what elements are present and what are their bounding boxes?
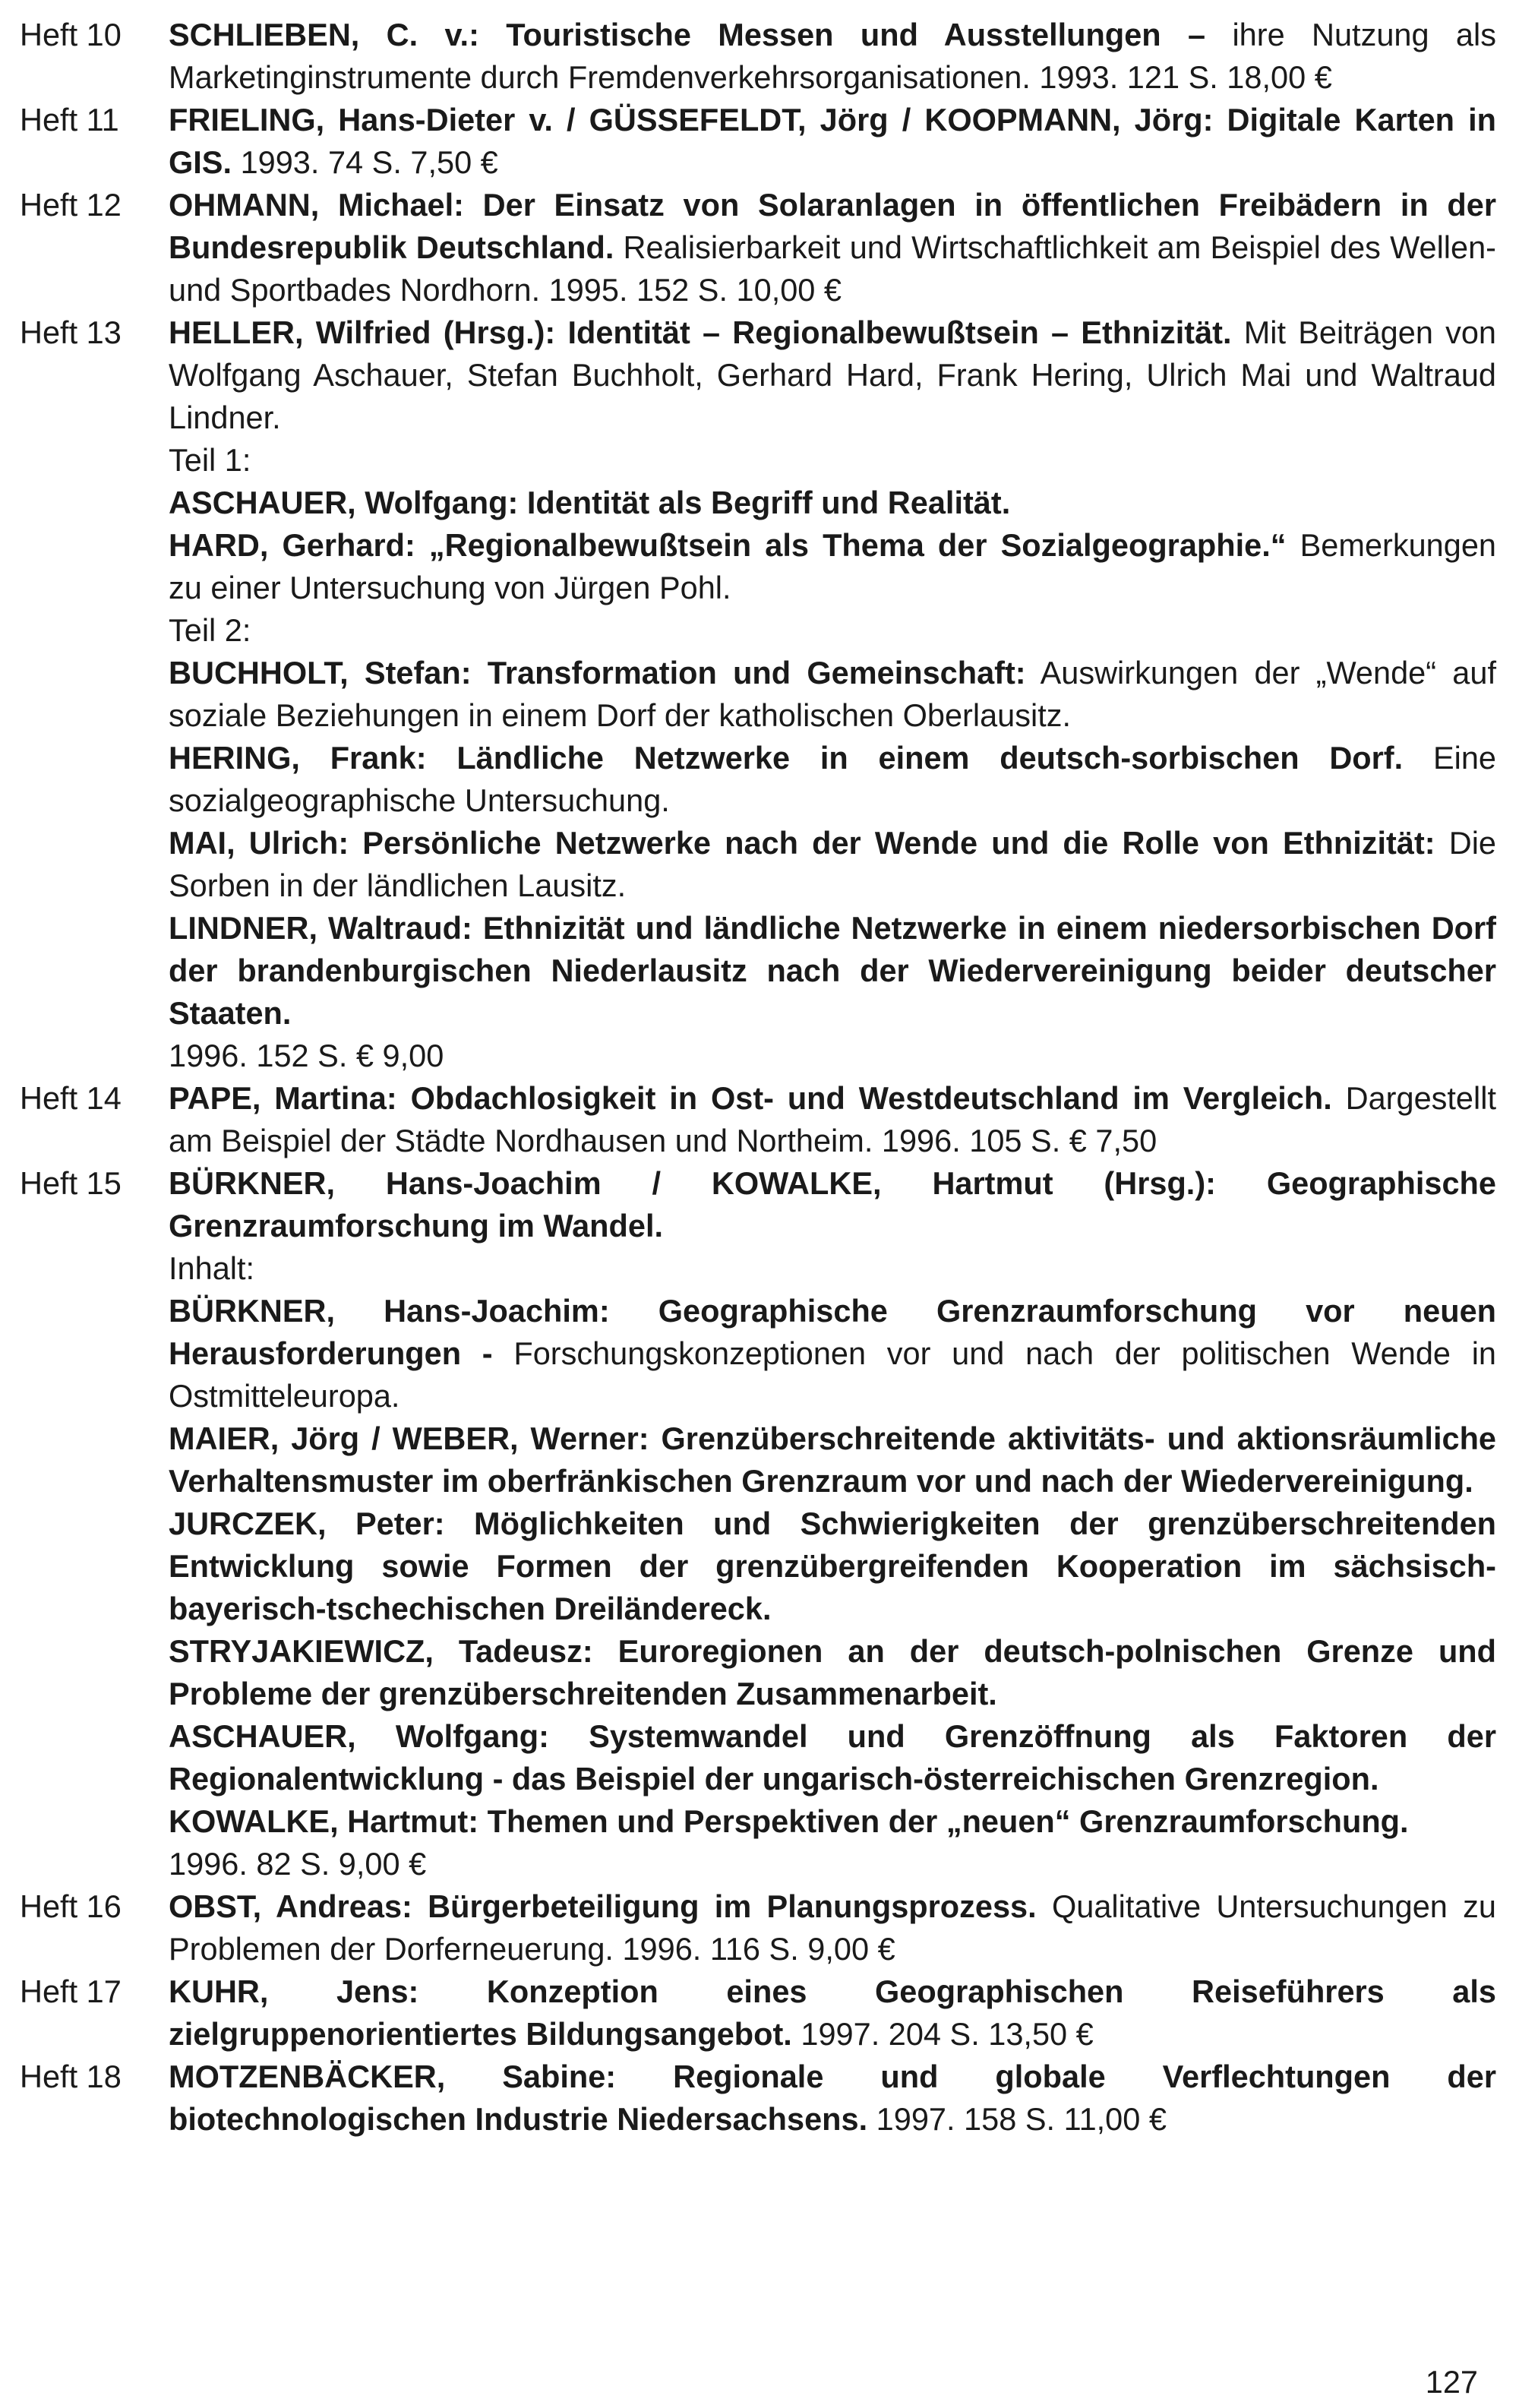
sub-entry: [169, 907, 1496, 1035]
entry-heft-18: [20, 2056, 1496, 2141]
entry-heft-13: [20, 311, 1496, 1077]
details: Dargestellt am Beispiel der Städte Nordhausen und Northeim. 1996. 105 S. € 7,50: [169, 1080, 1496, 1158]
heft-label: Heft 15: [20, 1165, 122, 1201]
title: OHMANN, Michael: Der Einsatz von Solaranlagen in öffentlichen Freibädern in der Bundesrepublik Deutschland.: [169, 187, 1496, 265]
sub-title: JURCZEK, Peter: Möglichkeiten und Schwierigkeiten der grenzüberschreitenden Entwicklung sowie Formen der grenzübergreifenden Kooperation im sächsisch-bayerisch-tschechischen Dreiländereck.: [169, 1506, 1496, 1626]
entry-body: [169, 184, 1496, 311]
heft-label: Heft 12: [20, 187, 122, 223]
title: KUHR, Jens: Konzeption eines Geographischen Reiseführers als zielgruppenorientiertes Bildungsangebot.: [169, 1973, 1496, 2052]
details: Mit Beiträgen von Wolfgang Aschauer, Stefan Buchholt, Gerhard Hard, Frank Hering, Ulrich Mai und Waltraud Lindner.: [169, 314, 1497, 435]
title: MOTZENBÄCKER, Sabine: Regionale und globale Verflechtungen der biotechnologischen Industrie Niedersachsens.: [169, 2059, 1496, 2137]
sub-entry: [169, 482, 1496, 524]
details: Qualitative Untersuchungen zu Problemen der Dorferneuerung. 1996. 116 S. 9,00 €: [169, 1888, 1496, 1967]
entry-heft-11: [20, 99, 1496, 184]
details: 1997. 158 S. 11,00 €: [876, 2101, 1167, 2137]
details: ihre Nutzung als Marketinginstrumente durch Fremdenverkehrsorganisationen. 1993. 121 S. 18,00 €: [169, 17, 1496, 95]
title: Touristische Messen und Ausstellungen –: [506, 17, 1206, 52]
sub-title: STRYJAKIEWICZ, Tadeusz: Euroregionen an der deutsch-polnischen Grenze und Probleme der grenzüberschreitenden Zusammenarbeit.: [169, 1633, 1496, 1711]
sub-details: Forschungskonzeptionen vor und nach der politischen Wende in Ostmitteleuropa.: [169, 1335, 1497, 1414]
sub-title: ASCHAUER, Wolfgang: Identität als Begriff und Realität.: [169, 485, 1011, 520]
sub-title: MAI, Ulrich: Persönliche Netzwerke nach der Wende und die Rolle von Ethnizität:: [169, 825, 1435, 861]
sub-entry: [169, 737, 1496, 822]
sub-details: Eine sozialgeographische Untersuchung.: [169, 740, 1497, 818]
details: 1997. 204 S. 13,50 €: [801, 2016, 1094, 2052]
sub-entry: [169, 1800, 1496, 1843]
title: BÜRKNER, Hans-Joachim / KOWALKE, Hartmut (Hrsg.): Geographische Grenzraumforschung im Wandel.: [169, 1165, 1496, 1244]
contents-label: Inhalt:: [169, 1250, 255, 1286]
page-number: 127: [1425, 2364, 1478, 2400]
heft-label: Heft 16: [20, 1888, 122, 1924]
entry-heft-15: [20, 1162, 1496, 1885]
sub-title: HERING, Frank: Ländliche Netzwerke in einem deutsch-sorbischen Dorf.: [169, 740, 1404, 776]
entry-body: [169, 1162, 1496, 1885]
sub-entry: [169, 1630, 1496, 1715]
entry-body: [169, 1970, 1496, 2056]
author: SCHLIEBEN, C. v.:: [169, 17, 479, 52]
publication-info: 1996. 82 S. 9,00 €: [169, 1846, 427, 1882]
sub-details: Bemerkungen zu einer Untersuchung von Jürgen Pohl.: [169, 527, 1497, 605]
entry-body: [169, 1885, 1496, 1970]
sub-title: MAIER, Jörg / WEBER, Werner: Grenzüberschreitende aktivitäts- und aktionsräumliche Verhaltensmuster im oberfränkischen Grenzraum vor und nach der Wiedervereinigung.: [169, 1420, 1496, 1499]
sub-title: ASCHAUER, Wolfgang: Systemwandel und Grenzöffnung als Faktoren der Regionalentwicklung - das Beispiel der ungarisch-österreichischen Grenzregion.: [169, 1718, 1496, 1797]
part-label: Teil 2:: [169, 612, 251, 648]
heft-label: Heft 14: [20, 1080, 122, 1116]
title: HELLER, Wilfried (Hrsg.): Identität – Regionalbewußtsein – Ethnizität.: [169, 314, 1232, 350]
title: PAPE, Martina: Obdachlosigkeit in Ost- und Westdeutschland im Vergleich.: [169, 1080, 1332, 1116]
entry-body: [169, 1077, 1496, 1162]
entry-heft-12: [20, 184, 1496, 311]
heft-label: Heft 13: [20, 314, 122, 350]
entry-body: [169, 2056, 1496, 2141]
heft-label: Heft 10: [20, 17, 122, 52]
sub-entry: [169, 1417, 1496, 1503]
publication-info: 1996. 152 S. € 9,00: [169, 1038, 444, 1073]
sub-details: Die Sorben in der ländlichen Lausitz.: [169, 825, 1497, 903]
details: 1993. 74 S. 7,50 €: [240, 144, 498, 180]
entry-heft-14: [20, 1077, 1496, 1162]
sub-entry: [169, 1290, 1496, 1417]
entry-body: [169, 311, 1496, 1077]
entry-body: [169, 99, 1496, 184]
title: OBST, Andreas: Bürgerbeteiligung im Planungsprozess.: [169, 1888, 1037, 1924]
sub-title: BUCHHOLT, Stefan: Transformation und Gemeinschaft:: [169, 655, 1026, 690]
details: Realisierbarkeit und Wirtschaftlichkeit am Beispiel des Wellen- und Sportbades Nordhorn. 1995. 152 S. 10,00 €: [169, 229, 1497, 308]
heft-label: Heft 17: [20, 1973, 122, 2009]
sub-title: LINDNER, Waltraud: Ethnizität und ländliche Netzwerke in einem niedersorbischen Dorf der brandenburgischen Niederlausitz nach der Wiedervereinigung beider deutscher Staaten.: [169, 910, 1496, 1031]
entry-heft-16: [20, 1885, 1496, 1970]
sub-title: HARD, Gerhard: „Regionalbewußtsein als Thema der Sozialgeographie.“: [169, 527, 1287, 563]
sub-entry: [169, 822, 1496, 907]
sub-title: BÜRKNER, Hans-Joachim: Geographische Grenzraumforschung vor neuen Herausforderungen -: [169, 1293, 1496, 1371]
sub-entry: [169, 1503, 1496, 1630]
sub-entry: [169, 524, 1496, 609]
heft-label: Heft 18: [20, 2059, 122, 2094]
sub-entry: [169, 652, 1496, 737]
entry-heft-10: [20, 14, 1496, 99]
part-label: Teil 1:: [169, 442, 251, 478]
sub-title: KOWALKE, Hartmut: Themen und Perspektiven der „neuen“ Grenzraumforschung.: [169, 1803, 1409, 1839]
heft-label: Heft 11: [20, 102, 119, 137]
entry-body: [169, 14, 1496, 99]
sub-entry: [169, 1715, 1496, 1800]
title: FRIELING, Hans-Dieter v. / GÜSSEFELDT, Jörg / KOOPMANN, Jörg: Digitale Karten in GIS.: [169, 102, 1496, 180]
entry-heft-17: [20, 1970, 1496, 2056]
sub-details: Auswirkungen der „Wende“ auf soziale Beziehungen in einem Dorf der katholischen Oberlausitz.: [169, 655, 1496, 733]
